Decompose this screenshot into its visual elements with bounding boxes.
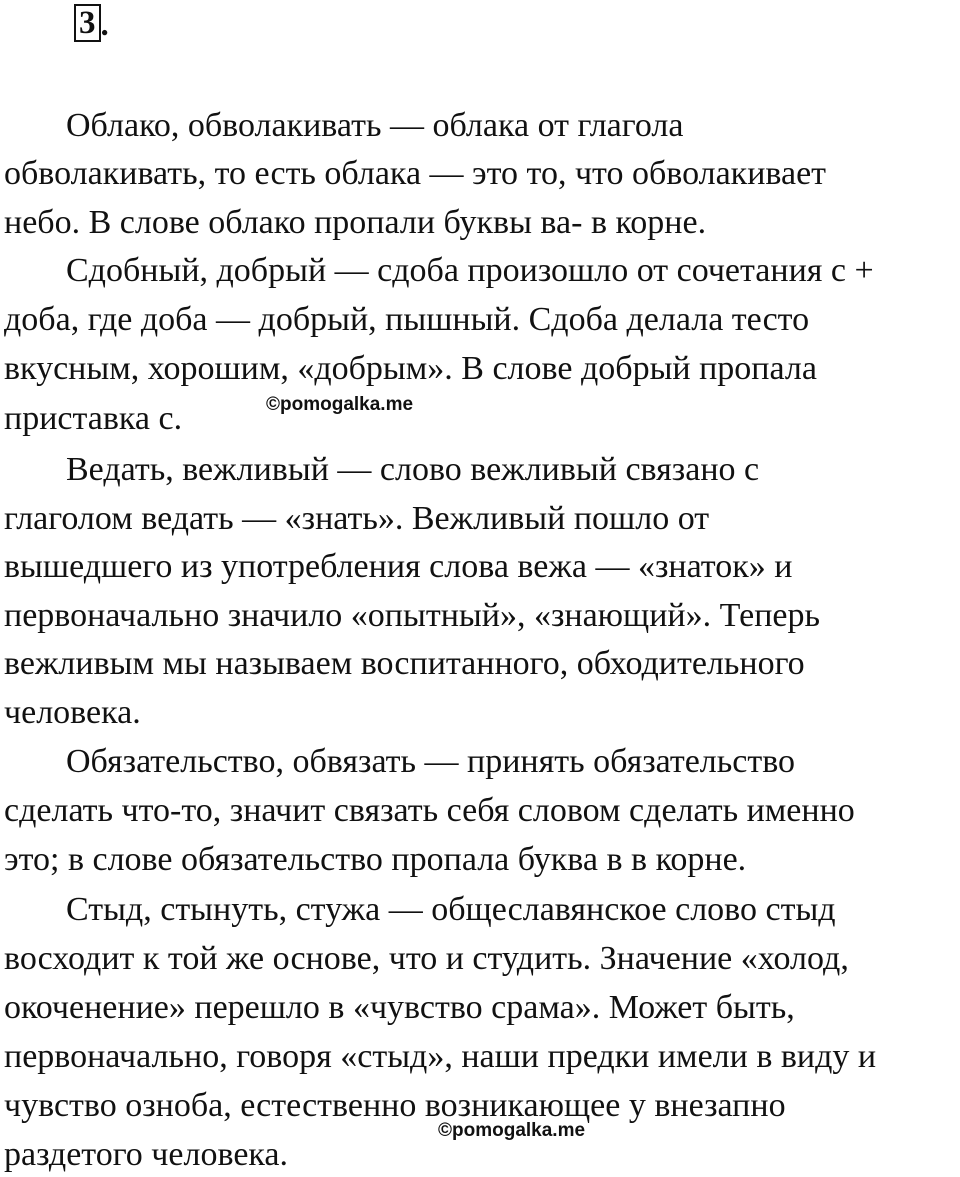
- text-line: вышедшего из употребления слова вежа — «знаток» и: [4, 548, 793, 585]
- text-line: Обязательство, обвязать — принять обязательство: [66, 743, 796, 780]
- text-line: Стыд, стынуть, стужа — общеславянское слово стыд: [66, 891, 836, 928]
- text-line: раздетого человека.: [4, 1136, 289, 1173]
- text-line: Ведать, вежливый — слово вежливый связано с: [66, 451, 760, 488]
- text-line: первоначально, говоря «стыд», наши предки имели в виду и: [4, 1038, 877, 1075]
- text-line: сделать что-то, значит связать себя словом сделать именно: [4, 792, 855, 829]
- text-line: первоначально значило «опытный», «знающий». Теперь: [4, 597, 820, 634]
- text-line: окоченение» перешло в «чувство срама». Может быть,: [4, 989, 795, 1026]
- text-line: доба, где доба — добрый, пышный. Сдоба делала тесто: [4, 301, 810, 338]
- task-number-dot: .: [100, 7, 109, 43]
- text-line: Сдобный, добрый — сдоба произошло от сочетания с +: [66, 252, 874, 289]
- text-line: вкусным, хорошим, «добрым». В слове добрый пропала: [4, 350, 817, 387]
- text-line: приставка с.: [4, 400, 183, 437]
- text-line: Облако, обволакивать — облака от глагола: [66, 107, 684, 144]
- text-line: обволакивать, то есть облака — это то, что обволакивает: [4, 155, 827, 192]
- watermark: ©pomogalka.me: [438, 1120, 586, 1141]
- text-line: человека.: [4, 694, 141, 731]
- text-line: глаголом ведать — «знать». Вежливый пошло от: [4, 500, 710, 537]
- text-line: вежливым мы называем воспитанного, обходительного: [4, 645, 805, 682]
- text-line: чувство озноба, естественно возникающее у внезапно: [4, 1087, 786, 1124]
- task-number: [74, 6, 109, 42]
- text-line: это; в слове обязательство пропала буква в в корне.: [4, 841, 747, 878]
- task-number-box: 3: [74, 4, 101, 42]
- text-line: восходит к той же основе, что и студить. Значение «холод,: [4, 940, 849, 977]
- text-line: небо. В слове облако пропали буквы ва- в корне.: [4, 204, 707, 241]
- watermark: ©pomogalka.me: [266, 394, 414, 415]
